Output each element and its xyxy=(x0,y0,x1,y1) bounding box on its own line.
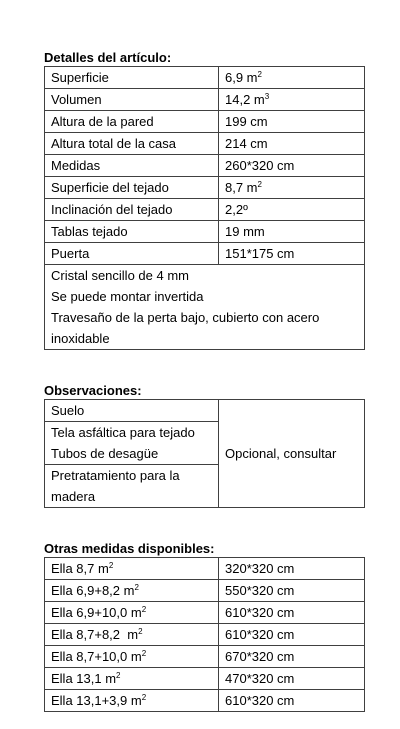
size-value: 610*320 cm xyxy=(219,690,365,712)
size-label xyxy=(45,646,219,668)
size-label xyxy=(45,602,219,624)
detail-label: Volumen xyxy=(45,89,219,111)
size-row xyxy=(45,558,365,580)
detail-value-sup: 2 xyxy=(257,180,262,189)
detail-value xyxy=(219,67,365,89)
size-label-sup: 2 xyxy=(141,605,147,614)
observations-row-1 xyxy=(45,400,365,422)
document-page xyxy=(44,0,364,712)
size-label-sup: 2 xyxy=(141,693,147,702)
detail-value-sup: 3 xyxy=(264,92,270,101)
detail-label: Superficie del tejado xyxy=(45,177,219,199)
detail-value-text: 151*175 cm xyxy=(225,246,295,261)
size-label xyxy=(45,580,219,602)
detail-value xyxy=(219,199,365,221)
other-sizes-table xyxy=(44,557,365,712)
size-label-sup: 2 xyxy=(108,561,114,570)
details-note-line: inoxidable xyxy=(51,331,110,346)
detail-label: Inclinación del tejado xyxy=(45,199,219,221)
details-table xyxy=(44,66,365,350)
size-value: 610*320 cm xyxy=(219,624,365,646)
size-label xyxy=(45,690,219,712)
size-row xyxy=(45,580,365,602)
detail-value xyxy=(219,111,365,133)
observations-title: Observaciones: xyxy=(44,383,142,398)
size-value: 470*320 cm xyxy=(219,668,365,690)
size-row xyxy=(45,624,365,646)
size-row xyxy=(45,602,365,624)
size-label-text: Ella 6,9+8,2 m xyxy=(51,583,135,598)
size-value: 320*320 cm xyxy=(219,558,365,580)
optional-item: Suelo xyxy=(51,403,85,418)
detail-value xyxy=(219,243,365,265)
size-label-sup: 2 xyxy=(116,671,121,680)
size-value: 670*320 cm xyxy=(219,646,365,668)
details-row xyxy=(45,111,365,133)
detail-value xyxy=(219,133,365,155)
size-label xyxy=(45,624,219,646)
details-row xyxy=(45,155,365,177)
detail-value-text: 2,2º xyxy=(225,202,248,217)
details-row xyxy=(45,67,365,89)
optional-value-cell: Opcional, consultar xyxy=(219,400,365,508)
size-label-sup: 2 xyxy=(138,627,143,636)
observations-table xyxy=(44,399,365,508)
size-label xyxy=(45,668,219,690)
details-row xyxy=(45,221,365,243)
detail-label: Altura de la pared xyxy=(45,111,219,133)
size-row xyxy=(45,646,365,668)
size-label-text: Ella 13,1 m xyxy=(51,671,117,686)
details-row xyxy=(45,199,365,221)
detail-value xyxy=(219,177,365,199)
detail-value-text: 8,7 m xyxy=(225,180,258,195)
detail-value-text: 19 mm xyxy=(225,224,265,239)
detail-label: Medidas xyxy=(45,155,219,177)
details-title: Detalles del artículo: xyxy=(44,50,172,65)
optional-item: Tela asfáltica para tejado xyxy=(51,425,195,440)
detail-label: Superficie xyxy=(45,67,219,89)
pretreatment-label-cell xyxy=(45,465,219,508)
detail-label: Tablas tejado xyxy=(45,221,219,243)
size-label-text: Ella 8,7+8,2 m xyxy=(51,627,139,642)
details-notes-row xyxy=(45,265,365,350)
detail-value-text: 6,9 m xyxy=(225,70,258,85)
detail-label: Puerta xyxy=(45,243,219,265)
detail-value-text: 214 cm xyxy=(225,136,268,151)
details-note-line: Cristal sencillo de 4 mm xyxy=(51,268,189,283)
size-label-text: Ella 6,9+10,0 m xyxy=(51,605,142,620)
detail-value xyxy=(219,221,365,243)
detail-value-text: 260*320 cm xyxy=(225,158,295,173)
optional-item: Tubos de desagüe xyxy=(51,446,159,461)
size-row xyxy=(45,690,365,712)
details-row xyxy=(45,243,365,265)
size-label-text: Ella 8,7+10,0 m xyxy=(51,649,142,664)
other-sizes-title: Otras medidas disponibles: xyxy=(44,541,215,556)
size-value: 610*320 cm xyxy=(219,602,365,624)
size-label-text: Ella 8,7 m xyxy=(51,561,109,576)
details-note-line: Travesaño de la perta bajo, cubierto con acero xyxy=(51,310,320,325)
details-note-line: Se puede montar invertida xyxy=(51,289,204,304)
pretreatment-label-line: Pretratamiento para la xyxy=(51,468,180,483)
size-label-sup: 2 xyxy=(141,649,147,658)
optional-items-cell-2 xyxy=(45,422,219,465)
details-notes-cell xyxy=(45,265,365,350)
pretreatment-label-line: madera xyxy=(51,489,96,504)
size-value: 550*320 cm xyxy=(219,580,365,602)
detail-value xyxy=(219,89,365,111)
detail-value xyxy=(219,155,365,177)
size-label-text: Ella 13,1+3,9 m xyxy=(51,693,142,708)
detail-value-sup: 2 xyxy=(257,70,262,79)
optional-items-cell xyxy=(45,400,219,422)
detail-label: Altura total de la casa xyxy=(45,133,219,155)
details-row xyxy=(45,133,365,155)
details-row xyxy=(45,89,365,111)
size-label xyxy=(45,558,219,580)
detail-value-text: 199 cm xyxy=(225,114,268,129)
size-row xyxy=(45,668,365,690)
details-row xyxy=(45,177,365,199)
detail-value-text: 14,2 m xyxy=(225,92,265,107)
size-label-sup: 2 xyxy=(134,583,139,592)
